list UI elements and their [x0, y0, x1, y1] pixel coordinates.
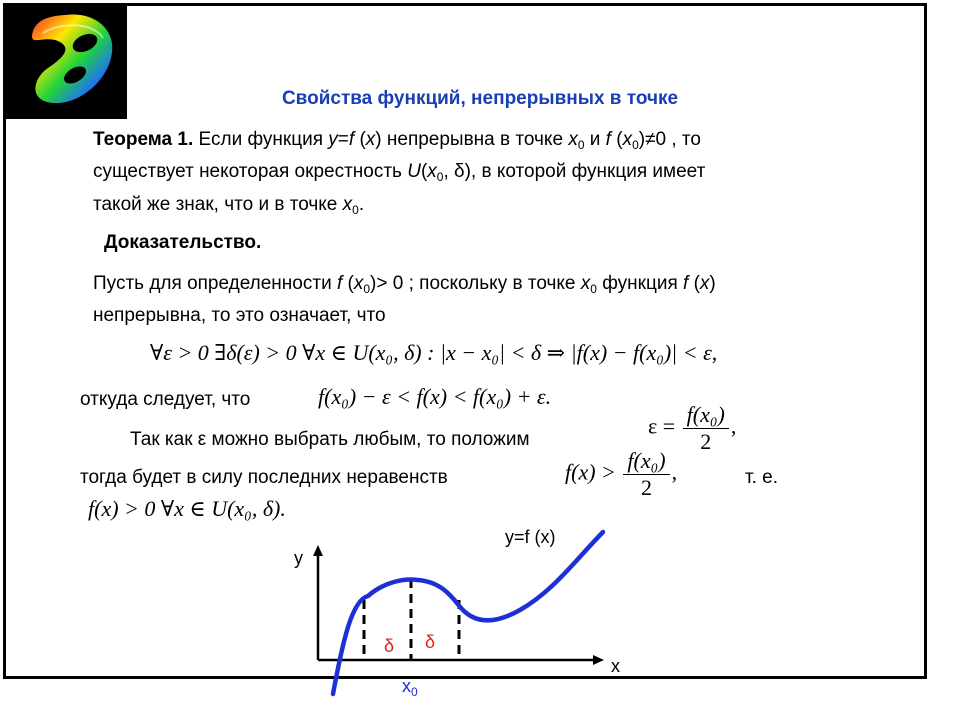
t1o: )≠0 , то: [638, 129, 701, 150]
proof-line-5: тогда будет в силу последних неравенств: [80, 467, 448, 488]
f3-den: 2: [700, 429, 712, 454]
p1l: x: [699, 273, 710, 294]
slide-title: Свойства функций, непрерывных в точке: [281, 88, 679, 109]
proof-line-3: откуда следует, что: [80, 389, 251, 410]
t1n: 0: [632, 138, 639, 152]
f4-num: f(x₀): [623, 448, 669, 475]
f4-den: 2: [640, 475, 652, 500]
t1k: f: [605, 129, 611, 150]
p1j: f: [683, 273, 689, 294]
t1f: x: [365, 129, 376, 150]
t1h: x: [568, 129, 578, 150]
t1g: ) непрерывна в точке: [375, 129, 569, 150]
formula-inequality: f(x₀) − ε < f(x) < f(x₀) + ε.: [318, 384, 552, 409]
formula-continuity: ∀ε > 0 ∃δ(ε) > 0 ∀x ∈ U(x₀, δ) : |x − x₀| < δ ⇒ |f(x) − f(x₀)| < ε,: [150, 340, 718, 365]
t2c: (: [420, 161, 428, 182]
p1a: Пусть для определенности: [93, 273, 337, 294]
t1a: Если функция: [193, 129, 329, 150]
p1f: )> 0 ; поскольку в точке: [370, 273, 581, 294]
formula-conclusion: f(x) > 0 ∀x ∈ U(x₀, δ).: [88, 496, 286, 521]
t1m: x: [622, 129, 633, 150]
t3a: такой же знак, что и в точке: [93, 194, 343, 215]
theorem-label: Теорема 1.: [93, 129, 194, 150]
t1i: 0: [577, 138, 585, 152]
p1h: 0: [590, 282, 597, 296]
t2e: 0: [436, 170, 444, 184]
f3-lhs: ε =: [648, 413, 676, 439]
p1d: x: [353, 273, 364, 294]
t1d: f: [348, 129, 355, 150]
delta-right-label: δ: [425, 632, 436, 652]
t1j: и: [584, 129, 606, 150]
t3d: .: [358, 194, 365, 215]
function-curve: [333, 532, 603, 694]
t3b: x: [342, 194, 353, 215]
y-axis-label: y: [294, 548, 303, 568]
p1k: (: [688, 273, 700, 294]
t2b: U: [407, 161, 421, 182]
curve-label: y=f (x): [505, 527, 556, 547]
p1b: f: [336, 273, 343, 294]
t1b: y: [328, 129, 338, 150]
delta-left-label: δ: [384, 636, 395, 656]
proof-line-5-end: т. е.: [745, 467, 778, 488]
x0-subscript: 0: [411, 685, 418, 699]
proof-line-4: Так как ε можно выбрать любым, то положим: [130, 429, 530, 450]
proof-label: Доказательство.: [104, 232, 262, 253]
f3-end: ,: [730, 413, 737, 439]
p1c: (: [342, 273, 354, 294]
f4-lhs: f(x) >: [565, 459, 616, 485]
p1i: функция: [596, 273, 684, 294]
f4-end: ,: [671, 459, 678, 485]
t1e: (: [354, 129, 366, 150]
t1l: (: [610, 129, 623, 150]
x-axis-label: x: [611, 656, 620, 676]
x0-letter: x: [402, 676, 411, 696]
p1e: 0: [363, 282, 371, 296]
t2f: , δ), в которой функция имеет: [443, 161, 706, 182]
p1g: x: [580, 273, 591, 294]
t2d: x: [427, 161, 437, 182]
x-axis-arrow-icon: [593, 655, 604, 665]
p1m: ): [709, 273, 716, 294]
t3c: 0: [352, 203, 359, 217]
y-axis-arrow-icon: [313, 545, 323, 556]
t2a: существует некоторая окрестность: [93, 161, 408, 182]
t1c: =: [337, 129, 349, 150]
f3-num: f(x₀): [683, 402, 729, 429]
proof-line-2: непрерывна, то это означает, что: [93, 305, 386, 326]
x0-label: [402, 676, 418, 699]
